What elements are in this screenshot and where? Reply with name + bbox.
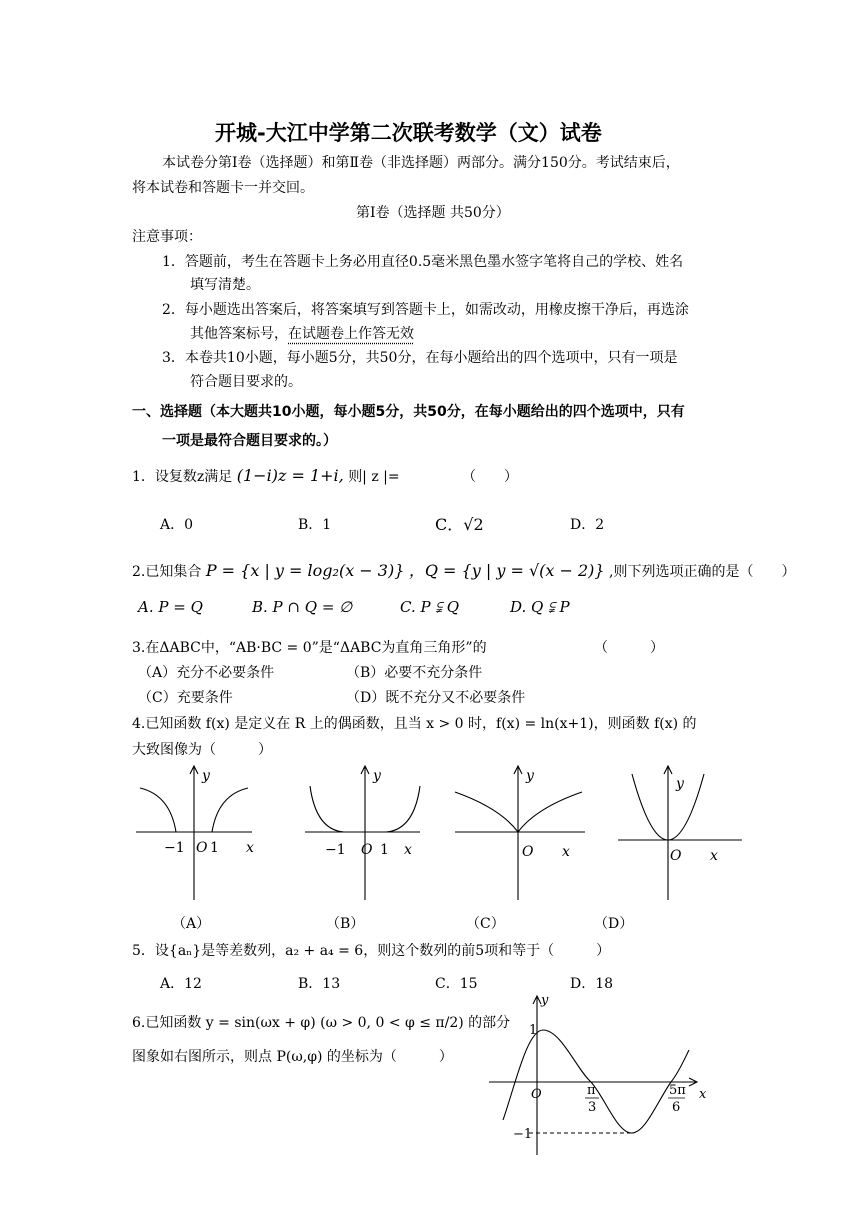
q3-option-c: （C）充要条件 bbox=[138, 690, 233, 706]
graph-d-x-label: x bbox=[710, 848, 718, 864]
q6-line-2: 图象如右图所示，则点 P(ω,φ) 的坐标为（ ） bbox=[132, 1049, 453, 1065]
part1-header: 第Ⅰ卷（选择题 共50分） bbox=[356, 205, 510, 221]
q6-line-1: 6.已知函数 y = sin(ωx + φ) (ω > 0, 0 < φ ≤ π/2) 的部分 bbox=[132, 1015, 511, 1031]
q2-option-c: C. P ⫋ Q bbox=[400, 598, 460, 616]
q1-option-c: C．√2 bbox=[435, 515, 484, 534]
note-3-line-1: 3．本卷共10小题，每小题5分，共50分，在每小题给出的四个选项中，只有一项是 bbox=[162, 350, 678, 366]
graph-c-y-label: y bbox=[526, 768, 534, 784]
q3-option-b: （B）必要不充分条件 bbox=[346, 665, 483, 681]
q3-stem: 3.在ΔABC中，“AB·BC = 0”是“ΔABC为直角三角形”的 bbox=[132, 640, 487, 656]
q4-option-c: （C） bbox=[466, 916, 505, 932]
graph-b-x-label: x bbox=[404, 842, 412, 858]
graph-a-y-label: y bbox=[202, 768, 210, 784]
q1-option-b: B．1 bbox=[298, 517, 332, 533]
page-title: 开城-大江中学第二次联考数学（文）试卷 bbox=[215, 121, 602, 145]
note-1-line-2: 填写清楚。 bbox=[190, 277, 260, 293]
q6-origin-label: O bbox=[531, 1087, 542, 1102]
section1-line-1: 一、选择题（本大题共10小题，每小题5分，共50分，在每小题给出的四个选项中，只有 bbox=[132, 404, 685, 420]
graph-c-origin-label: O bbox=[522, 844, 534, 860]
q2-option-d: D. Q ⫋ P bbox=[510, 598, 570, 616]
graph-b-y-label: y bbox=[373, 768, 381, 784]
q6-one-label: 1 bbox=[529, 1023, 538, 1038]
q2-stem: 2.已知集合 P = {x | y = log₂(x − 3)} ，Q = {y | y = √(x − 2)} ,则下列选项正确的是（ ） bbox=[132, 561, 796, 580]
q4-line-1: 4.已知函数 f(x) 是定义在 R 上的偶函数，且当 x > 0 时，f(x) = ln(x+1)，则函数 f(x) 的 bbox=[132, 716, 697, 732]
q6-fivepi-label: 5π bbox=[669, 1083, 686, 1098]
graph-b bbox=[305, 766, 420, 900]
graph-b-neg1-label: −1 bbox=[325, 842, 346, 858]
q5-option-d: D．18 bbox=[570, 976, 614, 992]
graph-b-one-label: 1 bbox=[380, 842, 389, 858]
graph-c bbox=[455, 766, 585, 900]
q4-option-a: （A） bbox=[172, 916, 211, 932]
q3-option-d: （D）既不充分又不必要条件 bbox=[346, 690, 526, 706]
q5-option-a: A．12 bbox=[160, 976, 202, 992]
q6-pi-label: π bbox=[587, 1083, 596, 1098]
q3-option-a: （A）充分不必要条件 bbox=[138, 665, 275, 681]
q3-answer-paren: （ ） bbox=[594, 640, 664, 656]
note-1-line-1: 1．答题前，考生在答题卡上务必用直径0.5毫米黑色墨水签字笔将自己的学校、姓名 bbox=[162, 254, 684, 270]
q4-option-d: （D） bbox=[594, 916, 634, 932]
q6-graph bbox=[485, 990, 720, 1160]
q5-option-c: C．15 bbox=[435, 976, 478, 992]
intro-line-1: 本试卷分第Ⅰ卷（选择题）和第Ⅱ卷（非选择题）两部分。满分150分。考试结束后， bbox=[162, 155, 680, 171]
note-2-emphasis: 在试题卷上作答无效 bbox=[288, 326, 414, 342]
q6-three-label: 3 bbox=[588, 1100, 597, 1115]
q6-neg1-label: −1 bbox=[513, 1127, 533, 1142]
q1-option-a: A．0 bbox=[160, 517, 194, 533]
q4-option-b: （B） bbox=[326, 916, 365, 932]
note-3-line-2: 符合题目要求的。 bbox=[190, 374, 302, 390]
q1-stem: 1．设复数z满足 (1−i)z = 1+i, 则| z |= bbox=[132, 466, 400, 485]
q1-answer-paren: （ ） bbox=[462, 469, 518, 485]
graph-a bbox=[136, 766, 252, 900]
graph-a-origin-label: O bbox=[196, 840, 208, 856]
q4-graphs bbox=[130, 760, 750, 910]
q2-option-a: A. P = Q bbox=[138, 598, 203, 616]
q6-y-label: y bbox=[541, 993, 549, 1008]
graph-c-x-label: x bbox=[562, 844, 570, 860]
section1-line-2: 一项是最符合题目要求的。） bbox=[162, 433, 337, 449]
graph-d-origin-label: O bbox=[670, 848, 682, 864]
q6-x-label: x bbox=[699, 1087, 707, 1102]
q5-stem: 5．设{aₙ}是等差数列，a₂ + a₄ = 6，则这个数列的前5项和等于（ ） bbox=[132, 943, 611, 959]
note-2-line-2a: 其他答案标号， bbox=[190, 326, 288, 342]
q1-option-d: D．2 bbox=[570, 517, 605, 533]
q4-line-2: 大致图像为（ ） bbox=[132, 742, 272, 758]
notes-heading: 注意事项： bbox=[132, 229, 202, 245]
intro-line-2: 将本试卷和答题卡一并交回。 bbox=[132, 180, 314, 196]
graph-a-neg1-label: −1 bbox=[164, 840, 185, 856]
q6-six-label: 6 bbox=[672, 1100, 681, 1115]
graph-b-origin-label: O bbox=[361, 842, 373, 858]
graph-d-y-label: y bbox=[676, 776, 684, 792]
graph-a-one-label: 1 bbox=[210, 840, 219, 856]
q2-option-b: B. P ∩ Q = ∅ bbox=[252, 598, 353, 616]
graph-a-x-label: x bbox=[246, 840, 254, 856]
note-2-line-1: 2．每小题选出答案后，将答案填写到答题卡上，如需改动，用橡皮擦干净后，再选涂 bbox=[162, 302, 689, 318]
q5-option-b: B．13 bbox=[298, 976, 341, 992]
